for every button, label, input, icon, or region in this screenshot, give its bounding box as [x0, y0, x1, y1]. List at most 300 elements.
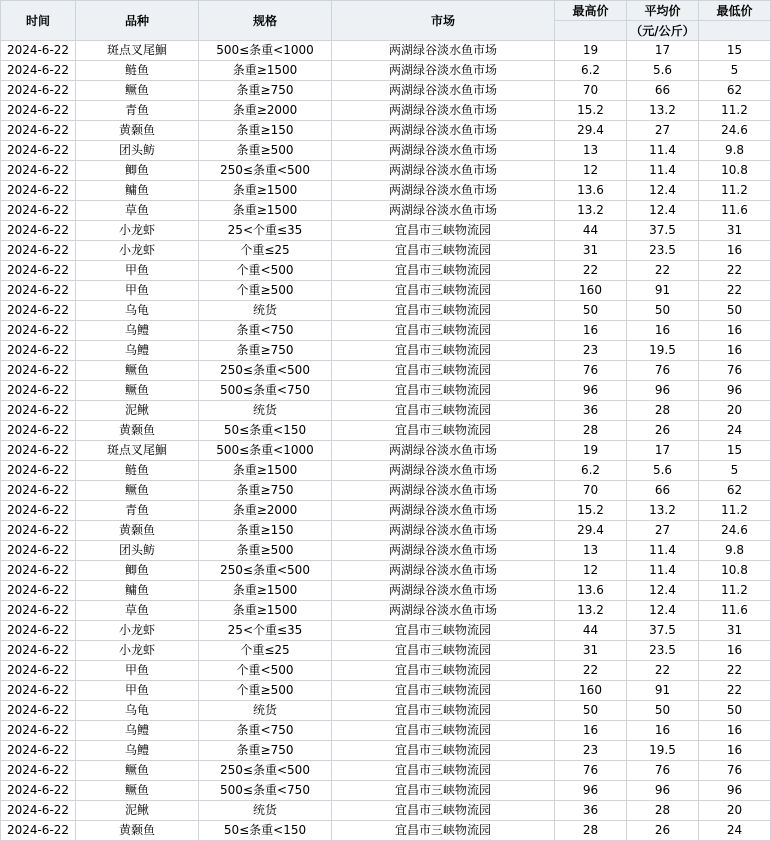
cell-market: 宜昌市三峡物流园 [332, 281, 555, 301]
cell-variety: 乌龟 [76, 701, 199, 721]
cell-spec: 250≤条重<500 [199, 561, 332, 581]
cell-avg-price: 26 [627, 421, 699, 441]
cell-avg-price: 16 [627, 321, 699, 341]
cell-date: 2024-6-22 [1, 121, 76, 141]
header-blank-right [699, 21, 771, 41]
table-row [1, 541, 771, 561]
cell-spec: 250≤条重<500 [199, 161, 332, 181]
cell-date: 2024-6-22 [1, 561, 76, 581]
cell-market: 两湖绿谷淡水鱼市场 [332, 41, 555, 61]
cell-market: 宜昌市三峡物流园 [332, 741, 555, 761]
cell-spec: 条重≥750 [199, 741, 332, 761]
table-row [1, 741, 771, 761]
cell-spec: 个重≤25 [199, 641, 332, 661]
header-spec: 规格 [199, 1, 332, 41]
cell-market: 两湖绿谷淡水鱼市场 [332, 121, 555, 141]
cell-spec: 条重≥750 [199, 341, 332, 361]
cell-market: 宜昌市三峡物流园 [332, 421, 555, 441]
table-row [1, 701, 771, 721]
header-blank-left [555, 21, 627, 41]
cell-min-price: 22 [699, 661, 771, 681]
table-row [1, 561, 771, 581]
cell-market: 两湖绿谷淡水鱼市场 [332, 481, 555, 501]
cell-variety: 鲫鱼 [76, 161, 199, 181]
cell-market: 宜昌市三峡物流园 [332, 801, 555, 821]
table-row [1, 621, 771, 641]
table-row [1, 381, 771, 401]
cell-spec: 条重≥500 [199, 541, 332, 561]
cell-avg-price: 22 [627, 261, 699, 281]
cell-market: 宜昌市三峡物流园 [332, 761, 555, 781]
cell-spec: 条重≥1500 [199, 181, 332, 201]
cell-min-price: 20 [699, 401, 771, 421]
cell-spec: 50≤条重<150 [199, 421, 332, 441]
cell-spec: 条重≥2000 [199, 101, 332, 121]
cell-variety: 乌鳢 [76, 341, 199, 361]
cell-date: 2024-6-22 [1, 161, 76, 181]
cell-min-price: 24.6 [699, 521, 771, 541]
cell-avg-price: 5.6 [627, 461, 699, 481]
cell-min-price: 11.2 [699, 581, 771, 601]
table-row [1, 781, 771, 801]
cell-variety: 乌鳢 [76, 741, 199, 761]
cell-date: 2024-6-22 [1, 301, 76, 321]
cell-date: 2024-6-22 [1, 441, 76, 461]
cell-market: 两湖绿谷淡水鱼市场 [332, 541, 555, 561]
table-row [1, 241, 771, 261]
cell-variety: 乌鳢 [76, 321, 199, 341]
cell-min-price: 16 [699, 341, 771, 361]
table-row [1, 521, 771, 541]
table-row [1, 361, 771, 381]
cell-avg-price: 13.2 [627, 501, 699, 521]
cell-variety: 鳜鱼 [76, 781, 199, 801]
table-row [1, 121, 771, 141]
cell-min-price: 16 [699, 721, 771, 741]
cell-spec: 统货 [199, 301, 332, 321]
table-row [1, 261, 771, 281]
cell-avg-price: 11.4 [627, 561, 699, 581]
cell-avg-price: 19.5 [627, 341, 699, 361]
cell-variety: 鳜鱼 [76, 761, 199, 781]
table-row [1, 401, 771, 421]
cell-market: 两湖绿谷淡水鱼市场 [332, 501, 555, 521]
cell-market: 两湖绿谷淡水鱼市场 [332, 461, 555, 481]
cell-spec: 500≤条重<750 [199, 381, 332, 401]
cell-variety: 草鱼 [76, 201, 199, 221]
cell-variety: 甲鱼 [76, 281, 199, 301]
cell-min-price: 24 [699, 821, 771, 841]
cell-spec: 25<个重≤35 [199, 621, 332, 641]
cell-variety: 斑点叉尾鮰 [76, 41, 199, 61]
cell-max-price: 160 [555, 681, 627, 701]
cell-avg-price: 13.2 [627, 101, 699, 121]
cell-max-price: 31 [555, 241, 627, 261]
cell-variety: 鳙鱼 [76, 181, 199, 201]
cell-variety: 鳜鱼 [76, 481, 199, 501]
table-row [1, 141, 771, 161]
cell-avg-price: 66 [627, 81, 699, 101]
cell-market: 宜昌市三峡物流园 [332, 401, 555, 421]
cell-spec: 条重≥750 [199, 481, 332, 501]
table-row [1, 221, 771, 241]
cell-min-price: 50 [699, 701, 771, 721]
cell-spec: 统货 [199, 801, 332, 821]
cell-market: 宜昌市三峡物流园 [332, 361, 555, 381]
header-min-price: 最低价 [699, 1, 771, 21]
cell-date: 2024-6-22 [1, 581, 76, 601]
cell-date: 2024-6-22 [1, 621, 76, 641]
cell-variety: 泥鳅 [76, 801, 199, 821]
cell-max-price: 50 [555, 701, 627, 721]
cell-avg-price: 76 [627, 361, 699, 381]
cell-date: 2024-6-22 [1, 601, 76, 621]
cell-min-price: 76 [699, 361, 771, 381]
cell-variety: 黄颡鱼 [76, 821, 199, 841]
table-row [1, 161, 771, 181]
cell-avg-price: 76 [627, 761, 699, 781]
cell-variety: 小龙虾 [76, 621, 199, 641]
cell-variety: 黄颡鱼 [76, 421, 199, 441]
cell-date: 2024-6-22 [1, 401, 76, 421]
cell-max-price: 22 [555, 661, 627, 681]
cell-max-price: 96 [555, 381, 627, 401]
header-variety: 品种 [76, 1, 199, 41]
cell-spec: 500≤条重<1000 [199, 441, 332, 461]
cell-spec: 条重≥500 [199, 141, 332, 161]
cell-date: 2024-6-22 [1, 721, 76, 741]
table-row [1, 641, 771, 661]
cell-market: 宜昌市三峡物流园 [332, 261, 555, 281]
cell-max-price: 28 [555, 821, 627, 841]
cell-market: 宜昌市三峡物流园 [332, 221, 555, 241]
cell-variety: 团头鲂 [76, 541, 199, 561]
cell-date: 2024-6-22 [1, 641, 76, 661]
cell-max-price: 15.2 [555, 501, 627, 521]
cell-max-price: 29.4 [555, 521, 627, 541]
cell-max-price: 36 [555, 401, 627, 421]
cell-min-price: 24.6 [699, 121, 771, 141]
table-row [1, 661, 771, 681]
cell-date: 2024-6-22 [1, 781, 76, 801]
cell-spec: 500≤条重<1000 [199, 41, 332, 61]
cell-market: 宜昌市三峡物流园 [332, 341, 555, 361]
cell-variety: 泥鳅 [76, 401, 199, 421]
cell-min-price: 5 [699, 61, 771, 81]
cell-min-price: 76 [699, 761, 771, 781]
cell-date: 2024-6-22 [1, 281, 76, 301]
cell-min-price: 16 [699, 321, 771, 341]
cell-avg-price: 91 [627, 281, 699, 301]
cell-spec: 500≤条重<750 [199, 781, 332, 801]
cell-variety: 团头鲂 [76, 141, 199, 161]
cell-date: 2024-6-22 [1, 541, 76, 561]
cell-variety: 鳜鱼 [76, 381, 199, 401]
table-row [1, 201, 771, 221]
cell-avg-price: 27 [627, 121, 699, 141]
cell-date: 2024-6-22 [1, 521, 76, 541]
cell-avg-price: 26 [627, 821, 699, 841]
cell-avg-price: 37.5 [627, 621, 699, 641]
cell-min-price: 5 [699, 461, 771, 481]
cell-min-price: 22 [699, 281, 771, 301]
cell-date: 2024-6-22 [1, 41, 76, 61]
cell-avg-price: 17 [627, 41, 699, 61]
cell-market: 宜昌市三峡物流园 [332, 301, 555, 321]
cell-min-price: 50 [699, 301, 771, 321]
cell-max-price: 12 [555, 161, 627, 181]
cell-min-price: 15 [699, 441, 771, 461]
table-row [1, 821, 771, 841]
cell-max-price: 44 [555, 621, 627, 641]
cell-min-price: 96 [699, 381, 771, 401]
cell-date: 2024-6-22 [1, 261, 76, 281]
cell-min-price: 31 [699, 621, 771, 641]
cell-max-price: 70 [555, 481, 627, 501]
table-row [1, 481, 771, 501]
cell-market: 两湖绿谷淡水鱼市场 [332, 101, 555, 121]
cell-date: 2024-6-22 [1, 241, 76, 261]
cell-date: 2024-6-22 [1, 321, 76, 341]
cell-spec: 条重<750 [199, 721, 332, 741]
cell-avg-price: 11.4 [627, 161, 699, 181]
cell-avg-price: 37.5 [627, 221, 699, 241]
cell-avg-price: 96 [627, 781, 699, 801]
cell-spec: 统货 [199, 701, 332, 721]
cell-min-price: 16 [699, 741, 771, 761]
header-avg-price: 平均价 [627, 1, 699, 21]
cell-variety: 小龙虾 [76, 241, 199, 261]
cell-variety: 鲫鱼 [76, 561, 199, 581]
cell-max-price: 13 [555, 141, 627, 161]
cell-market: 宜昌市三峡物流园 [332, 241, 555, 261]
cell-variety: 甲鱼 [76, 661, 199, 681]
cell-spec: 个重≤25 [199, 241, 332, 261]
cell-min-price: 22 [699, 261, 771, 281]
cell-min-price: 16 [699, 241, 771, 261]
cell-market: 宜昌市三峡物流园 [332, 621, 555, 641]
cell-avg-price: 28 [627, 401, 699, 421]
cell-market: 两湖绿谷淡水鱼市场 [332, 61, 555, 81]
header-max-price: 最高价 [555, 1, 627, 21]
cell-market: 宜昌市三峡物流园 [332, 821, 555, 841]
cell-variety: 乌鳢 [76, 721, 199, 741]
cell-date: 2024-6-22 [1, 461, 76, 481]
cell-market: 两湖绿谷淡水鱼市场 [332, 201, 555, 221]
cell-market: 两湖绿谷淡水鱼市场 [332, 81, 555, 101]
table-row [1, 101, 771, 121]
table-row [1, 421, 771, 441]
table-row [1, 601, 771, 621]
cell-min-price: 15 [699, 41, 771, 61]
cell-max-price: 12 [555, 561, 627, 581]
table-row [1, 441, 771, 461]
cell-max-price: 28 [555, 421, 627, 441]
cell-max-price: 29.4 [555, 121, 627, 141]
cell-date: 2024-6-22 [1, 341, 76, 361]
cell-avg-price: 22 [627, 661, 699, 681]
cell-variety: 甲鱼 [76, 261, 199, 281]
cell-spec: 条重≥150 [199, 121, 332, 141]
cell-date: 2024-6-22 [1, 221, 76, 241]
cell-spec: 250≤条重<500 [199, 761, 332, 781]
cell-spec: 25<个重≤35 [199, 221, 332, 241]
header-date: 时间 [1, 1, 76, 41]
cell-max-price: 16 [555, 321, 627, 341]
cell-max-price: 13.2 [555, 201, 627, 221]
cell-market: 两湖绿谷淡水鱼市场 [332, 601, 555, 621]
cell-max-price: 13.6 [555, 181, 627, 201]
cell-date: 2024-6-22 [1, 501, 76, 521]
table-row [1, 341, 771, 361]
cell-date: 2024-6-22 [1, 821, 76, 841]
cell-variety: 小龙虾 [76, 641, 199, 661]
table-row [1, 181, 771, 201]
cell-avg-price: 12.4 [627, 181, 699, 201]
cell-variety: 斑点叉尾鮰 [76, 441, 199, 461]
table-row [1, 41, 771, 61]
table-row [1, 581, 771, 601]
cell-spec: 个重<500 [199, 661, 332, 681]
cell-avg-price: 12.4 [627, 201, 699, 221]
cell-variety: 鳙鱼 [76, 581, 199, 601]
cell-variety: 黄颡鱼 [76, 521, 199, 541]
cell-avg-price: 12.4 [627, 601, 699, 621]
header-unit: （元/公斤） [627, 21, 699, 41]
cell-date: 2024-6-22 [1, 681, 76, 701]
cell-min-price: 11.6 [699, 601, 771, 621]
cell-variety: 乌龟 [76, 301, 199, 321]
cell-min-price: 9.8 [699, 541, 771, 561]
cell-max-price: 76 [555, 761, 627, 781]
cell-max-price: 160 [555, 281, 627, 301]
cell-market: 两湖绿谷淡水鱼市场 [332, 161, 555, 181]
cell-max-price: 23 [555, 341, 627, 361]
cell-avg-price: 23.5 [627, 241, 699, 261]
cell-date: 2024-6-22 [1, 81, 76, 101]
cell-date: 2024-6-22 [1, 361, 76, 381]
cell-avg-price: 12.4 [627, 581, 699, 601]
table-body [1, 41, 771, 841]
cell-min-price: 62 [699, 481, 771, 501]
cell-max-price: 6.2 [555, 61, 627, 81]
cell-date: 2024-6-22 [1, 181, 76, 201]
cell-max-price: 31 [555, 641, 627, 661]
cell-avg-price: 23.5 [627, 641, 699, 661]
cell-max-price: 13.6 [555, 581, 627, 601]
cell-max-price: 76 [555, 361, 627, 381]
cell-spec: 个重≥500 [199, 281, 332, 301]
cell-variety: 青鱼 [76, 501, 199, 521]
cell-date: 2024-6-22 [1, 381, 76, 401]
cell-max-price: 16 [555, 721, 627, 741]
cell-min-price: 10.8 [699, 161, 771, 181]
cell-market: 宜昌市三峡物流园 [332, 321, 555, 341]
cell-date: 2024-6-22 [1, 661, 76, 681]
cell-min-price: 31 [699, 221, 771, 241]
cell-avg-price: 66 [627, 481, 699, 501]
cell-min-price: 11.2 [699, 101, 771, 121]
cell-variety: 青鱼 [76, 101, 199, 121]
cell-max-price: 13 [555, 541, 627, 561]
cell-date: 2024-6-22 [1, 741, 76, 761]
cell-market: 宜昌市三峡物流园 [332, 681, 555, 701]
cell-spec: 条重<750 [199, 321, 332, 341]
cell-spec: 250≤条重<500 [199, 361, 332, 381]
cell-max-price: 15.2 [555, 101, 627, 121]
cell-avg-price: 27 [627, 521, 699, 541]
cell-market: 宜昌市三峡物流园 [332, 721, 555, 741]
cell-date: 2024-6-22 [1, 761, 76, 781]
cell-date: 2024-6-22 [1, 701, 76, 721]
header-market: 市场 [332, 1, 555, 41]
cell-max-price: 96 [555, 781, 627, 801]
table-row [1, 61, 771, 81]
cell-market: 宜昌市三峡物流园 [332, 701, 555, 721]
cell-avg-price: 16 [627, 721, 699, 741]
table-row [1, 301, 771, 321]
cell-min-price: 9.8 [699, 141, 771, 161]
cell-date: 2024-6-22 [1, 101, 76, 121]
cell-spec: 条重≥1500 [199, 201, 332, 221]
table-row [1, 681, 771, 701]
cell-avg-price: 28 [627, 801, 699, 821]
cell-spec: 条重≥750 [199, 81, 332, 101]
table-row [1, 501, 771, 521]
cell-max-price: 6.2 [555, 461, 627, 481]
cell-spec: 个重<500 [199, 261, 332, 281]
cell-max-price: 13.2 [555, 601, 627, 621]
cell-variety: 鲢鱼 [76, 61, 199, 81]
cell-avg-price: 11.4 [627, 541, 699, 561]
table-header [1, 1, 771, 41]
cell-max-price: 19 [555, 41, 627, 61]
cell-avg-price: 50 [627, 301, 699, 321]
cell-max-price: 36 [555, 801, 627, 821]
cell-market: 宜昌市三峡物流园 [332, 661, 555, 681]
cell-min-price: 16 [699, 641, 771, 661]
cell-min-price: 20 [699, 801, 771, 821]
cell-market: 两湖绿谷淡水鱼市场 [332, 521, 555, 541]
table-row [1, 461, 771, 481]
cell-date: 2024-6-22 [1, 141, 76, 161]
table-row [1, 761, 771, 781]
cell-min-price: 96 [699, 781, 771, 801]
cell-market: 两湖绿谷淡水鱼市场 [332, 441, 555, 461]
cell-market: 两湖绿谷淡水鱼市场 [332, 561, 555, 581]
cell-max-price: 44 [555, 221, 627, 241]
cell-max-price: 19 [555, 441, 627, 461]
cell-min-price: 10.8 [699, 561, 771, 581]
cell-min-price: 11.6 [699, 201, 771, 221]
cell-min-price: 24 [699, 421, 771, 441]
cell-spec: 条重≥1500 [199, 61, 332, 81]
cell-date: 2024-6-22 [1, 201, 76, 221]
cell-avg-price: 50 [627, 701, 699, 721]
table-row [1, 321, 771, 341]
cell-date: 2024-6-22 [1, 421, 76, 441]
cell-max-price: 23 [555, 741, 627, 761]
cell-spec: 50≤条重<150 [199, 821, 332, 841]
cell-variety: 鳜鱼 [76, 361, 199, 381]
cell-max-price: 22 [555, 261, 627, 281]
cell-avg-price: 17 [627, 441, 699, 461]
cell-variety: 草鱼 [76, 601, 199, 621]
cell-variety: 甲鱼 [76, 681, 199, 701]
table-row [1, 281, 771, 301]
cell-min-price: 11.2 [699, 501, 771, 521]
table-row [1, 801, 771, 821]
